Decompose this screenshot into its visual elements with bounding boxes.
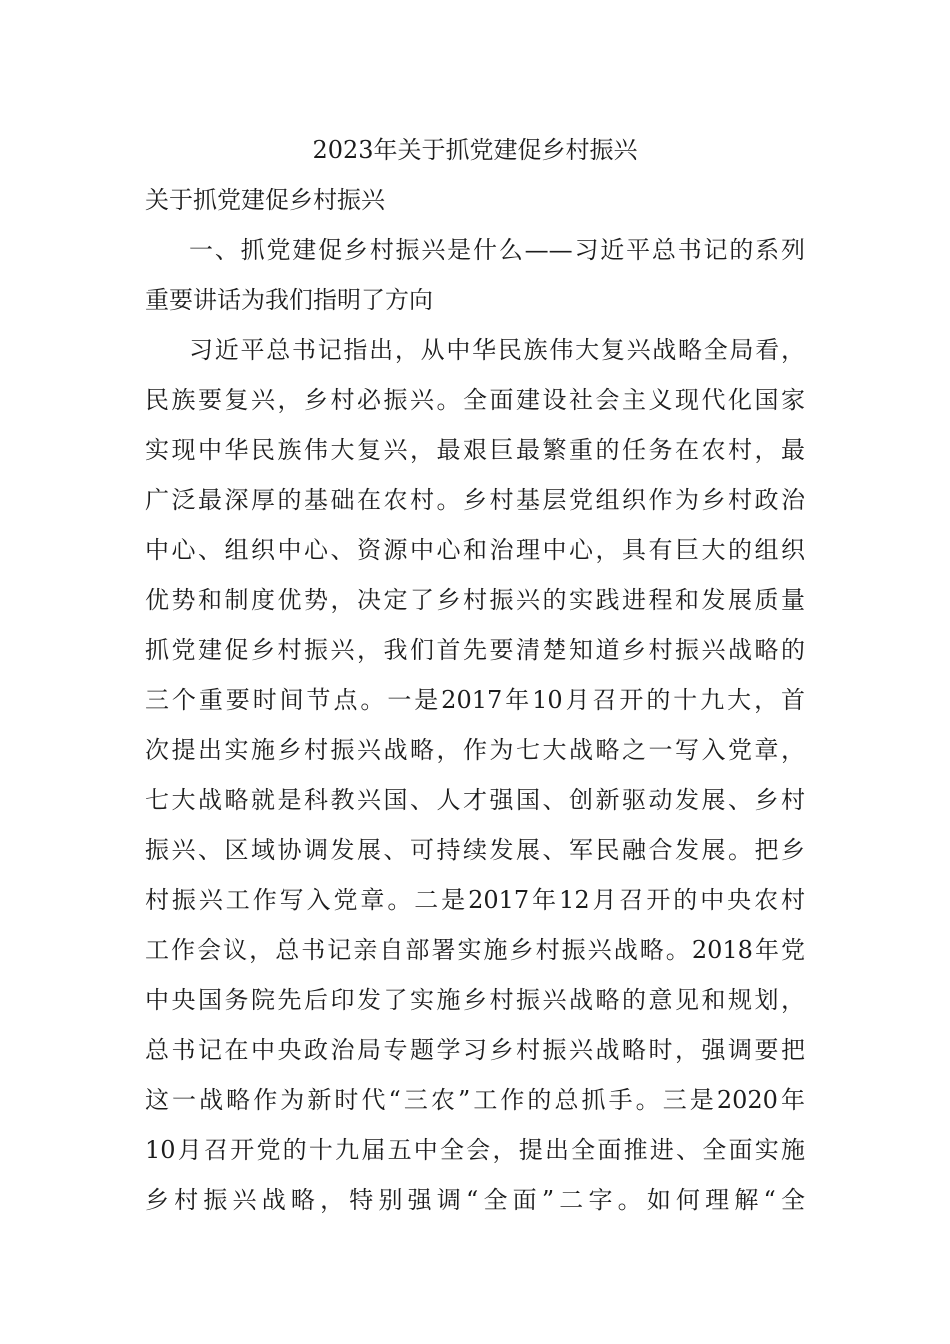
text-line: 次提出实施乡村振兴战略，作为七大战略之一写入党章，: [145, 736, 805, 764]
text-line: 民族要复兴，乡村必振兴。全面建设社会主义现代化国家: [145, 386, 805, 414]
section-heading: 关于抓党建促乡村振兴: [145, 186, 385, 214]
text-line: 三个重要时间节点。一是2017年10月召开的十九大，首: [145, 686, 805, 714]
text-line: 七大战略就是科教兴国、人才强国、创新驱动发展、乡村: [145, 786, 805, 814]
text-line: 广泛最深厚的基础在农村。乡村基层党组织作为乡村政治: [145, 486, 805, 514]
page-title: 2023年关于抓党建促乡村振兴: [312, 136, 638, 164]
text-line: 10月召开党的十九届五中全会，提出全面推进、全面实施: [145, 1136, 805, 1164]
paragraph: [145, 225, 805, 325]
text-line: 中心、组织中心、资源中心和治理中心，具有巨大的组织: [145, 536, 805, 564]
paragraph: [145, 325, 805, 1225]
text-line: 工作会议，总书记亲自部署实施乡村振兴战略。2018年党: [145, 936, 805, 964]
text-line: 振兴、区域协调发展、可持续发展、军民融合发展。把乡: [145, 836, 805, 864]
text-line: 总书记在中央政治局专题学习乡村振兴战略时，强调要把: [145, 1036, 805, 1064]
text-line: 习近平总书记指出，从中华民族伟大复兴战略全局看，: [189, 336, 805, 364]
text-column: [145, 125, 805, 1225]
text-line: 一、抓党建促乡村振兴是什么——习近平总书记的系列: [189, 236, 805, 264]
text-line: 村振兴工作写入党章。二是2017年12月召开的中央农村: [145, 886, 805, 914]
text-line: 乡村振兴战略，特别强调“全面”二字。如何理解“全: [145, 1186, 805, 1214]
text-line: 重要讲话为我们指明了方向: [145, 286, 433, 314]
text-line: 实现中华民族伟大复兴，最艰巨最繁重的任务在农村，最: [145, 436, 805, 464]
text-line: 优势和制度优势，决定了乡村振兴的实践进程和发展质量: [145, 586, 805, 614]
text-line: 中央国务院先后印发了实施乡村振兴战略的意见和规划，: [145, 986, 805, 1014]
text-line: 抓党建促乡村振兴，我们首先要清楚知道乡村振兴战略的: [145, 636, 805, 664]
text-line: 这一战略作为新时代“三农”工作的总抓手。三是2020年: [145, 1086, 805, 1114]
